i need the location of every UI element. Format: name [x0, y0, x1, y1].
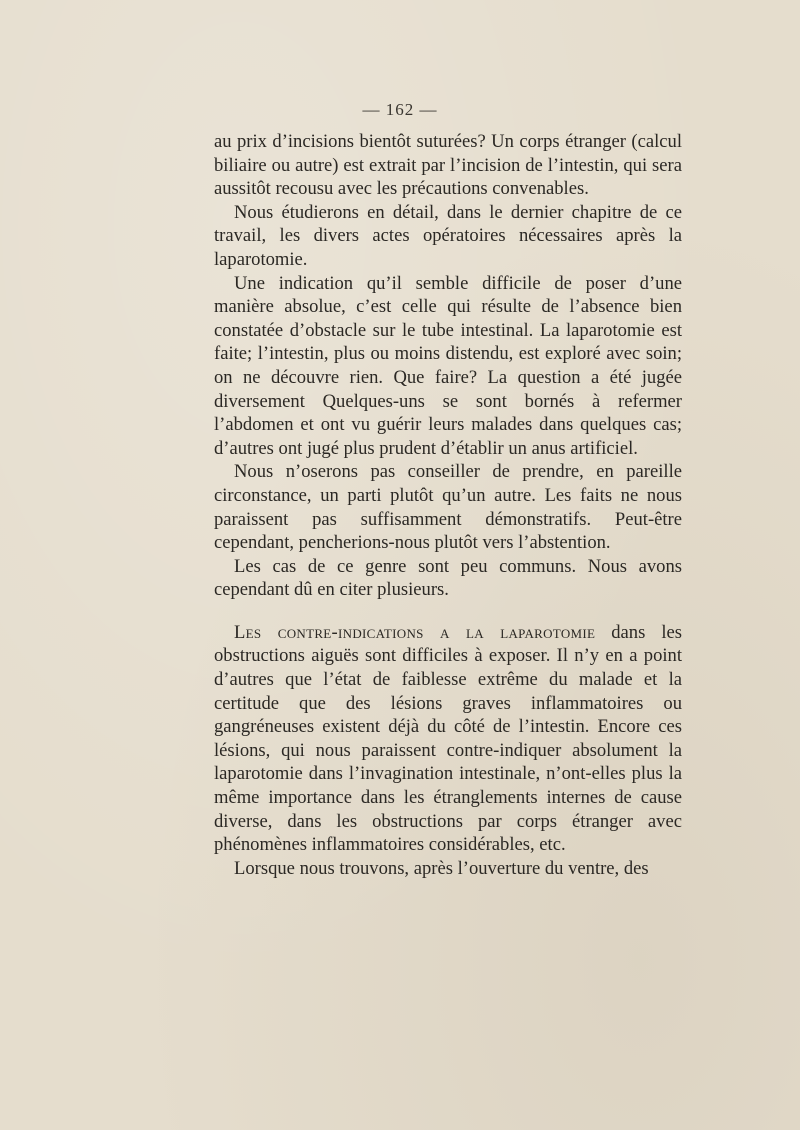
page-number: — 162 — [362, 100, 438, 119]
paragraph-continuation: au prix d’incisions bientôt suturées? Un corps étranger (calcul biliaire ou autre) est extrait par l’incision de l’intestin, qui sera aussitôt recousu avec les précautions convenables. [214, 131, 682, 200]
paragraph-no-obstacle: Une indication qu’il semble difficile de poser d’une manière absolue, c’est celle qui résulte de l’absence bien constatée d’obstacle sur le tube intestinal. La laparotomie est faite; l’intestin, plus ou moins distendu, est exploré avec soin; on ne découvre rien. Que faire? La question a été jugée diversement Quelques-uns se sont bornés à refermer l’abdomen et ont vu guérir leurs malades dans quelques cas; d’autres ont jugé plus prudent d’établir un anus artificiel. [214, 272, 682, 459]
section-lead: Les contre-indications a la laparotomie [234, 621, 596, 643]
paragraph-contraindications [214, 621, 682, 857]
paragraph-abstention: Nous n’oserons pas conseiller de prendre, en pareille circonstance, un parti plutôt qu’un autre. Les faits ne nous paraissent pas suffisamment démonstratifs. Peut-être cependant, pencherions-nous plutôt vers l’abstention. [214, 461, 682, 554]
paragraph-rare-cases: Les cas de ce genre sont peu communs. Nous avons cependant dû en citer plusieurs. [214, 555, 682, 601]
paragraph-operative-acts: Nous étudierons en détail, dans le dernier chapitre de ce travail, les divers actes opératoires nécessaires après la laparotomie. [214, 201, 682, 270]
section-text: dans les obstructions aiguës sont difficiles à exposer. Il n’y en a point d’autres que l’état de faiblesse extrême du malade et la certitude que des lésions graves inflammatoires ou gangréneuses existent déjà du côté de l’intestin. Encore ces lésions, qui nous paraissent contre-indiquer absolument la laparotomie dans l’invagination intestinale, n’ont-elles plus la même importance dans les étranglements internes de cause diverse, dans les obstructions par corps étranger avec phénomènes inflammatoires considérables, etc. [214, 621, 682, 856]
body-text [214, 130, 682, 880]
paragraph-gap [214, 602, 682, 621]
paragraph-final-line: Lorsque nous trouvons, après l’ouverture du ventre, des [234, 857, 649, 879]
